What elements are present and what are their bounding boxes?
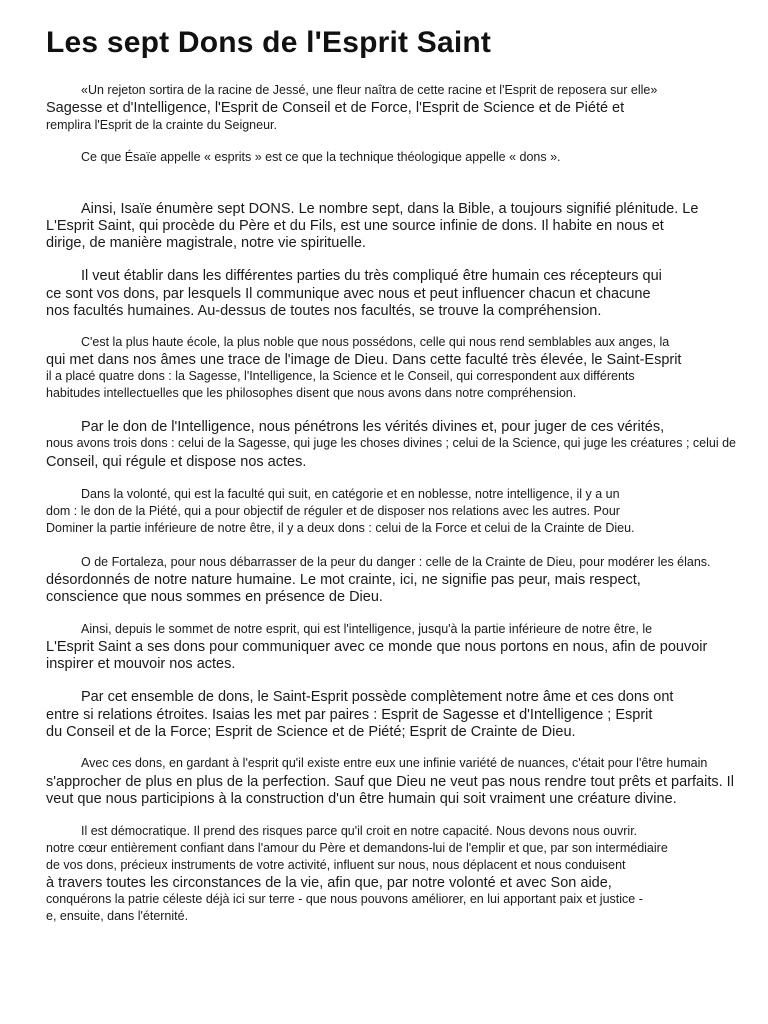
text-line: inspirer et mouvoir nos actes. [46, 656, 236, 672]
text-line: conquérons la patrie céleste déjà ici sur terre - que nous pouvons améliorer, en lui apportant paix et justice - [46, 892, 643, 906]
text-line: à travers toutes les circonstances de la vie, afin que, par notre volonté et avec Son aide, [46, 875, 612, 891]
text-line: notre cœur entièrement confiant dans l'amour du Père et demandons-lui de l'emplir et que, par son intermédiaire [46, 841, 668, 855]
text-line: entre si relations étroites. Isaias les met par paires : Esprit de Sagesse et d'Intelligence ; Esprit [46, 707, 653, 723]
text-line: de vos dons, précieux instruments de votre activité, influent sur nous, nous déplacent et nous conduisent [46, 858, 626, 872]
text-line: Dominer la partie inférieure de notre être, il y a deux dons : celui de la Force et celui de la Crainte de Dieu. [46, 521, 635, 535]
text-line: Par le don de l'Intelligence, nous pénétrons les vérités divines et, pour juger de ces vérités, [81, 419, 665, 435]
text-line: du Conseil et de la Force; Esprit de Science et de Piété; Esprit de Crainte de Dieu. [46, 724, 576, 740]
text-line: ce sont vos dons, par lesquels Il communique avec nous et peut influencer chacun et chacune [46, 286, 651, 302]
text-line: dom : le don de la Piété, qui a pour objectif de réguler et de disposer nos relations avec les autres. Pour [46, 504, 620, 518]
quote-line: «Un rejeton sortira de la racine de Jessé, une fleur naîtra de cette racine et l'Esprit de reposera sur elle» [81, 83, 658, 97]
text-line: Conseil, qui régule et dispose nos actes. [46, 454, 307, 470]
text-line: Dans la volonté, qui est la faculté qui suit, en catégorie et en noblesse, notre intelligence, il y a un [81, 487, 620, 501]
text-line: L'Esprit Saint a ses dons pour communiquer avec ce monde que nous portons en nous, afin de pouvoir [46, 639, 708, 655]
text-line: qui met dans nos âmes une trace de l'image de Dieu. Dans cette faculté très élevée, le Saint-Esprit [46, 352, 682, 368]
text-line: habitudes intellectuelles que les philosophes disent que nous avons dans notre compréhension. [46, 386, 577, 400]
text-line: désordonnés de notre nature humaine. Le mot crainte, ici, ne signifie pas peur, mais respect, [46, 572, 641, 588]
text-line: nous avons trois dons : celui de la Sagesse, qui juge les choses divines ; celui de la Science, qui juge les créatures ; celui de [46, 436, 736, 450]
text-line: Ainsi, Isaïe énumère sept DONS. Le nombre sept, dans la Bible, a toujours signifié plénitude. Le [81, 201, 699, 217]
text-line: Ce que Ésaïe appelle « esprits » est ce que la technique théologique appelle « dons ». [81, 150, 561, 164]
text-line: conscience que nous sommes en présence de Dieu. [46, 589, 383, 605]
text-line: Il veut établir dans les différentes parties du très compliqué être humain ces récepteurs qui [81, 268, 662, 284]
page-title: Les sept Dons de l'Esprit Saint [46, 26, 492, 59]
text-line: Par cet ensemble de dons, le Saint-Esprit possède complètement notre âme et ces dons ont [81, 689, 674, 705]
text-line: nos facultés humaines. Au-dessus de toutes nos facultés, se trouve la compréhension. [46, 303, 602, 319]
text-line: remplira l'Esprit de la crainte du Seigneur. [46, 118, 277, 132]
text-line: L'Esprit Saint, qui procède du Père et du Fils, est une source infinie de dons. Il habite en nous et [46, 218, 664, 234]
text-line: il a placé quatre dons : la Sagesse, l'Intelligence, la Science et le Conseil, qui correspondent aux différents [46, 369, 635, 383]
text-line: O de Fortaleza, pour nous débarrasser de la peur du danger : celle de la Crainte de Dieu, pour modérer les élans. [81, 555, 711, 569]
text-line: s'approcher de plus en plus de la perfection. Sauf que Dieu ne veut pas nous rendre tout prêts et parfaits. Il [46, 774, 734, 790]
text-line: e, ensuite, dans l'éternité. [46, 909, 189, 923]
text-line: veut que nous participions à la construction d'un être humain qui soit vraiment une créature divine. [46, 791, 677, 807]
text-line: C'est la plus haute école, la plus noble que nous possédons, celle qui nous rend semblables aux anges, la [81, 335, 670, 349]
text-line: dirige, de manière magistrale, notre vie spirituelle. [46, 235, 366, 251]
text-line: Il est démocratique. Il prend des risques parce qu'il croit en notre capacité. Nous devons nous ouvrir. [81, 824, 638, 838]
text-line: Sagesse et d'Intelligence, l'Esprit de Conseil et de Force, l'Esprit de Science et de Piété et [46, 100, 625, 116]
text-line: Ainsi, depuis le sommet de notre esprit, qui est l'intelligence, jusqu'à la partie inférieure de notre être, le [81, 622, 653, 636]
text-line: Avec ces dons, en gardant à l'esprit qu'il existe entre eux une infinie variété de nuances, c'était pour l'être humain [81, 756, 708, 770]
